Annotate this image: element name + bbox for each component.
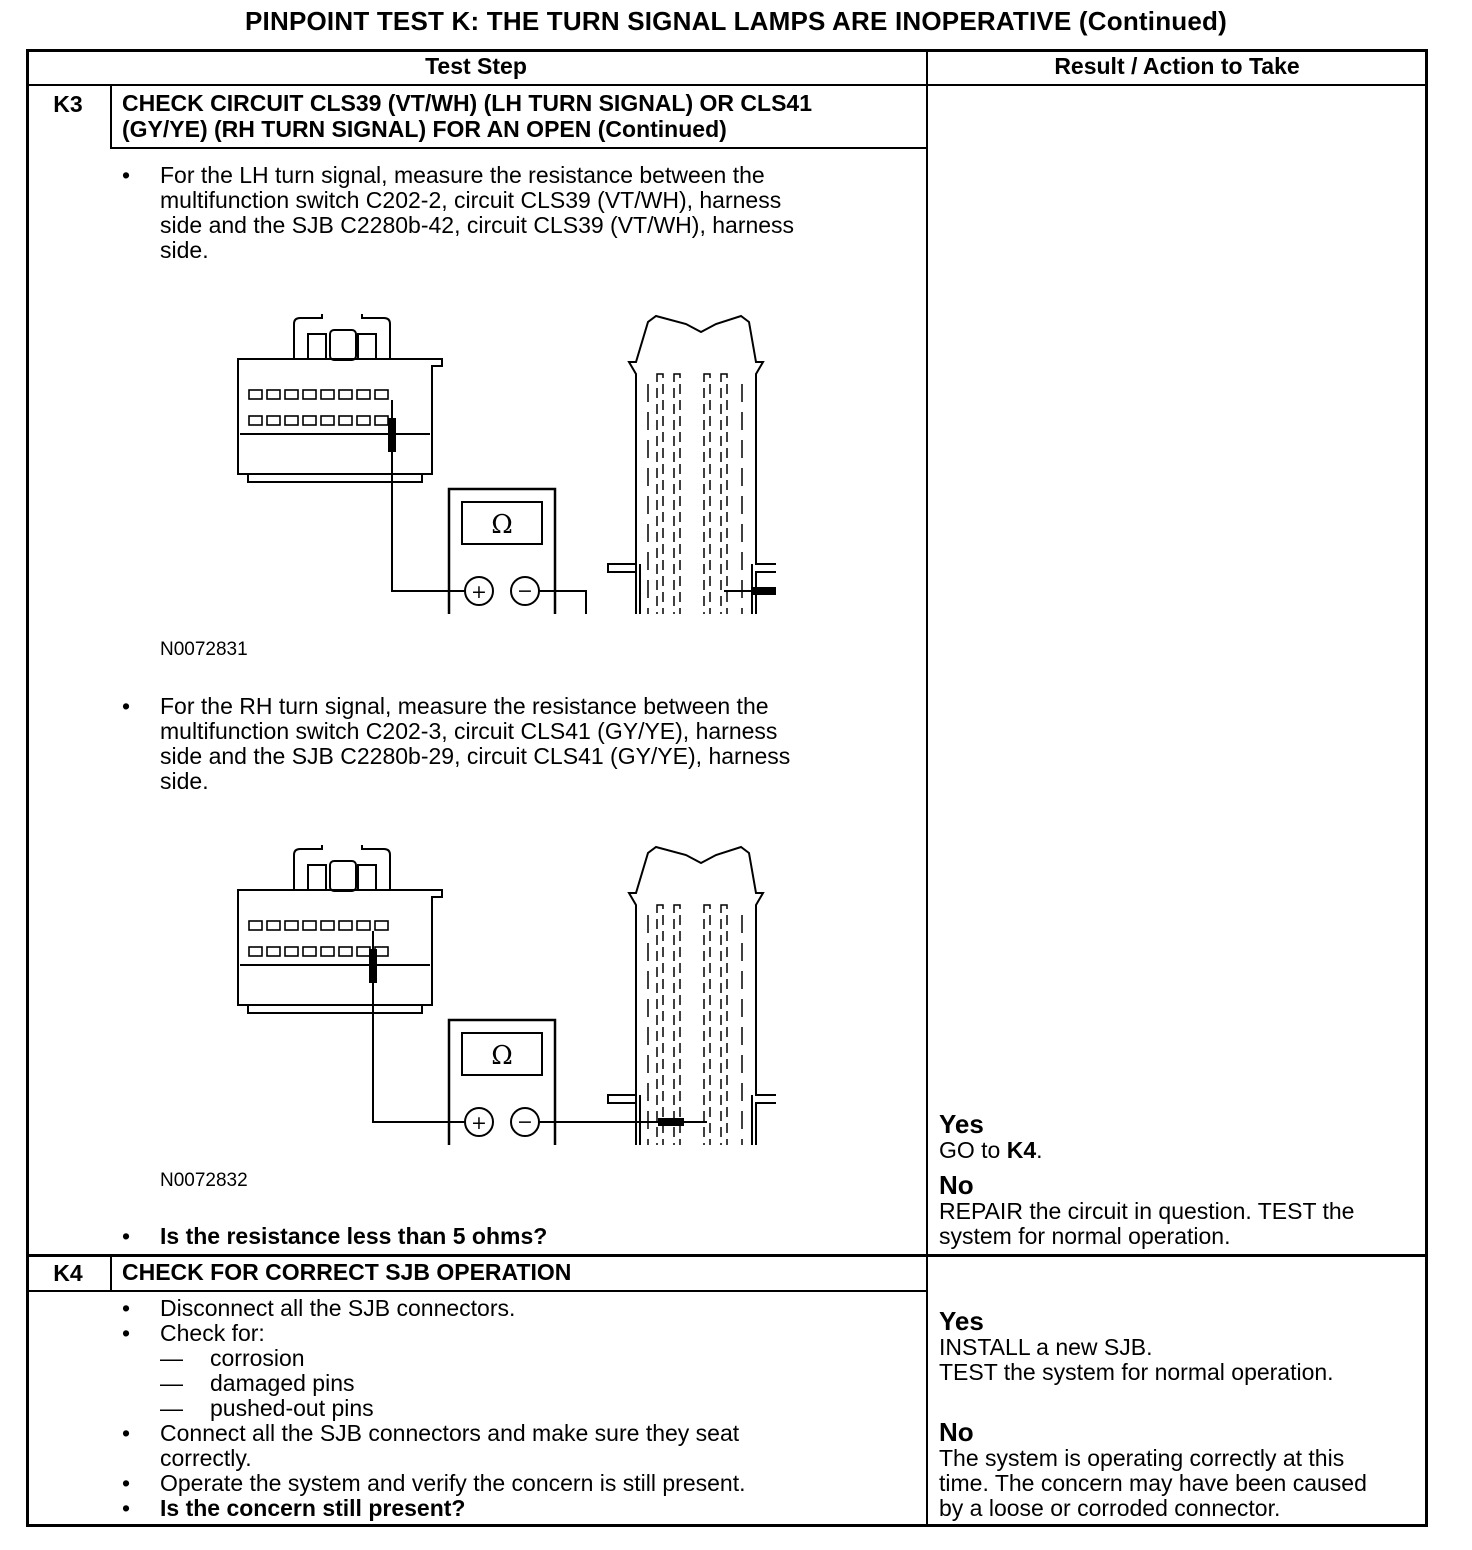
connector-pin-row-top <box>249 921 388 930</box>
column-header-test-step: Test Step <box>425 53 527 79</box>
bullet: • <box>121 1223 131 1249</box>
step-reference-k4: K4 <box>1006 1137 1037 1163</box>
k3-result-no-text <box>939 1199 1354 1249</box>
step-id-k4: K4 <box>53 1260 83 1286</box>
bullet: • <box>121 693 131 719</box>
text-line: correctly. <box>160 1445 252 1471</box>
k4-subitem-corrosion: corrosion <box>210 1345 305 1371</box>
table-border-left <box>26 49 29 1527</box>
page-title: PINPOINT TEST K: THE TURN SIGNAL LAMPS ARE INOPERATIVE (Continued) <box>245 6 1227 36</box>
minus-terminal: − <box>517 1111 533 1133</box>
plus-terminal: + <box>471 1112 487 1134</box>
bullet: • <box>121 1420 131 1446</box>
bullet: • <box>121 1495 131 1521</box>
table-border-right <box>1425 49 1428 1527</box>
k3-k4-divider <box>26 1254 1428 1257</box>
bullet: • <box>121 1320 131 1346</box>
k3-result-no-label: No <box>939 1170 974 1200</box>
connector-pin-row-bottom <box>249 416 388 425</box>
ohm-symbol: Ω <box>491 510 513 540</box>
k4-result-yes-text <box>939 1335 1334 1385</box>
dash: — <box>160 1395 183 1421</box>
sjb-connector <box>608 847 776 1145</box>
table-border-top <box>26 49 1428 52</box>
text-line: INSTALL a new SJB. <box>939 1334 1153 1360</box>
text-span: . <box>1036 1137 1043 1163</box>
k3-instruction-rh <box>160 694 790 794</box>
figure-lh-resistance-diagram <box>226 314 776 614</box>
text-line: side. <box>160 768 209 794</box>
bullet: • <box>121 162 131 188</box>
sjb-connector <box>608 316 776 614</box>
sjb-pin-columns <box>648 374 742 614</box>
text-line: Connect all the SJB connectors and make sure they seat <box>160 1420 740 1446</box>
k4-result-no-label: No <box>939 1417 974 1447</box>
step-title-k3 <box>122 90 812 142</box>
k3-id-divider <box>110 85 112 149</box>
figure-id-2: N0072832 <box>160 1170 248 1191</box>
text-line: multifunction switch C202-3, circuit CLS41 (GY/YE), harness <box>160 718 778 744</box>
table-border-bottom <box>26 1524 1428 1527</box>
step-title-k3-line1: CHECK CIRCUIT CLS39 (VT/WH) (LH TURN SIGNAL) OR CLS41 <box>122 90 812 116</box>
test-probe-negative <box>752 587 776 595</box>
ohm-symbol: Ω <box>491 1041 513 1071</box>
text-line: side. <box>160 237 209 263</box>
k4-subitem-damaged-pins: damaged pins <box>210 1370 355 1396</box>
test-probe-negative <box>658 1118 684 1126</box>
dash: — <box>160 1345 183 1371</box>
connector-pin-row-bottom <box>249 947 388 956</box>
k4-item-disconnect: Disconnect all the SJB connectors. <box>160 1295 516 1321</box>
k3-question: Is the resistance less than 5 ohms? <box>160 1223 548 1249</box>
text-line: by a loose or corroded connector. <box>939 1495 1281 1521</box>
ohmmeter <box>449 489 555 614</box>
text-line: The system is operating correctly at this <box>939 1445 1345 1471</box>
step-title-k3-line2: (GY/YE) (RH TURN SIGNAL) FOR AN OPEN (Continued) <box>122 116 727 142</box>
minus-terminal: − <box>517 580 533 602</box>
k3-title-divider <box>110 147 926 149</box>
k4-result-yes-label: Yes <box>939 1306 984 1336</box>
k4-id-divider <box>110 1256 112 1292</box>
bullet: • <box>121 1295 131 1321</box>
k4-question: Is the concern still present? <box>160 1495 466 1521</box>
text-line: multifunction switch C202-2, circuit CLS39 (VT/WH), harness <box>160 187 782 213</box>
sjb-pin-columns <box>648 905 742 1145</box>
k3-result-yes-label: Yes <box>939 1109 984 1139</box>
figure-id-1: N0072831 <box>160 639 248 660</box>
text-line: system for normal operation. <box>939 1223 1231 1249</box>
k4-item-check-for: Check for: <box>160 1320 265 1346</box>
k4-result-no-text <box>939 1446 1367 1521</box>
multifunction-switch-connector <box>238 845 442 1013</box>
text-span: GO to <box>939 1137 1007 1163</box>
figure-rh-resistance-diagram <box>226 845 776 1145</box>
connector-pin-row-top <box>249 390 388 399</box>
bullet: • <box>121 1470 131 1496</box>
text-line: time. The concern may have been caused <box>939 1470 1367 1496</box>
k4-title-divider <box>26 1290 926 1292</box>
step-id-k3: K3 <box>53 91 83 117</box>
plus-terminal: + <box>471 581 487 603</box>
text-line: side and the SJB C2280b-29, circuit CLS41 (GY/YE), harness <box>160 743 791 769</box>
k3-result-yes-text <box>939 1138 1043 1163</box>
k3-instruction-lh <box>160 163 794 263</box>
step-title-k4: CHECK FOR CORRECT SJB OPERATION <box>122 1259 572 1285</box>
column-header-result: Result / Action to Take <box>1054 53 1300 79</box>
text-line: For the RH turn signal, measure the resistance between the <box>160 693 769 719</box>
dash: — <box>160 1370 183 1396</box>
text-line: REPAIR the circuit in question. TEST the <box>939 1198 1355 1224</box>
text-line: side and the SJB C2280b-42, circuit CLS39 (VT/WH), harness <box>160 212 795 238</box>
text-line: For the LH turn signal, measure the resistance between the <box>160 162 765 188</box>
pinpoint-test-table <box>26 49 1428 1527</box>
ohmmeter <box>449 1020 555 1145</box>
text-line: TEST the system for normal operation. <box>939 1359 1334 1385</box>
k4-item-connect <box>160 1421 739 1471</box>
column-divider <box>926 49 928 1527</box>
multifunction-switch-connector <box>238 314 442 482</box>
k4-subitem-pushed-out-pins: pushed-out pins <box>210 1395 374 1421</box>
header-divider <box>26 84 1428 86</box>
k4-item-operate: Operate the system and verify the concern is still present. <box>160 1470 746 1496</box>
